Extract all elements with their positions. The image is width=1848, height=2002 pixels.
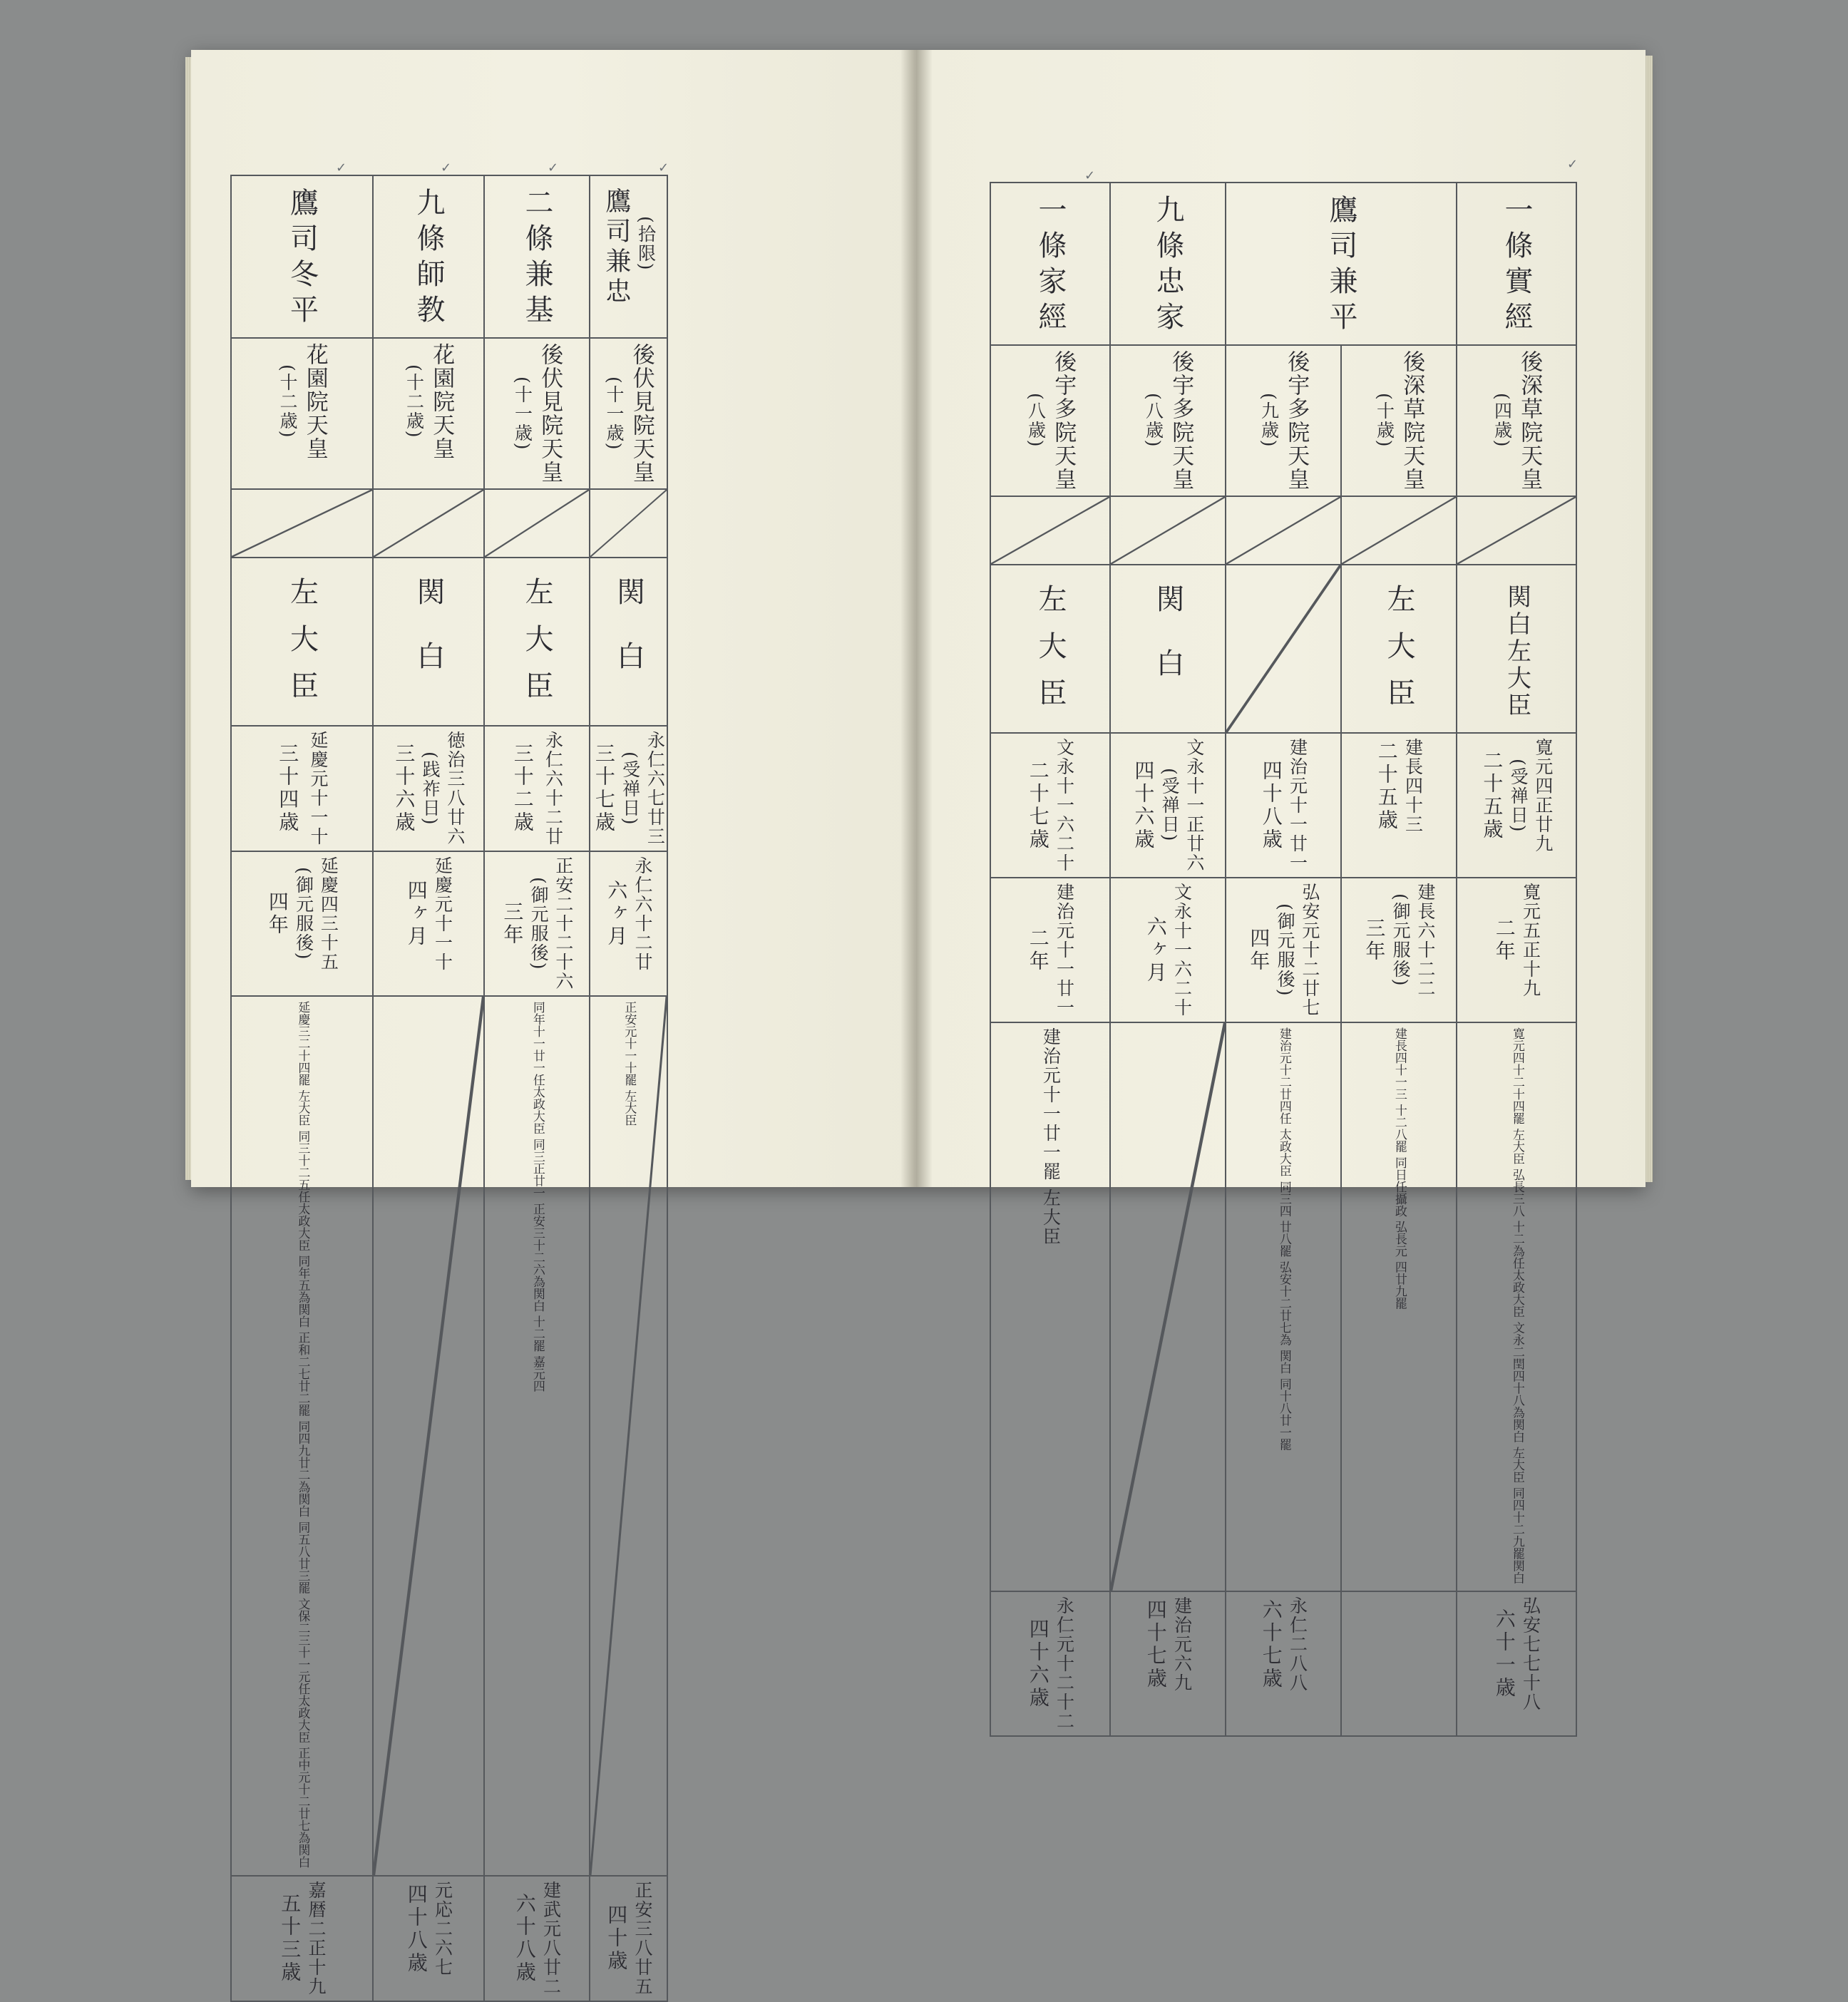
appointment-cell: 文永十一六二十 二十七歳	[990, 733, 1110, 878]
death-cell: 建武元八廿二 六十八歳	[484, 1876, 590, 2001]
right-page	[915, 50, 1646, 1732]
name-cell: 鷹司兼平	[1226, 183, 1457, 345]
office-cell: 左大臣	[990, 565, 1110, 733]
term-cell: 弘安元十二廿七 (御元服後) 四年	[1226, 878, 1341, 1022]
appointment-cell: 寛元四正廿九 (受禅日) 二十五歳	[1457, 733, 1576, 878]
office-cell: 関白左大臣	[1457, 565, 1576, 733]
appointment-cell: 永仁六十二廿 三十二歳	[484, 726, 590, 851]
death-cell: 正安三八廿五 四十歳	[590, 1876, 667, 2001]
term-cell: 建治元十一廿一 二年	[990, 878, 1110, 1022]
empty-cell	[484, 489, 590, 558]
term-cell: 延慶四三十五 (御元服後) 四年	[231, 851, 373, 996]
emperor-cell: 後宇多院天皇 (九歳)	[1226, 345, 1341, 496]
emperor-cell: 後深草院天皇 (十歳)	[1341, 345, 1457, 496]
appointment-cell: 永仁六七廿三 (受禅日) 三十七歳	[590, 726, 667, 851]
term-cell: 永仁六十二廿 六ヶ月	[590, 851, 667, 996]
name-cell: 九條忠家	[1110, 183, 1226, 345]
remarks-cell: 建治元十一廿一罷 左大臣	[990, 1022, 1110, 1591]
name-cell: (拾限) 鷹司兼忠	[590, 175, 667, 338]
death-cell: 元応二六七 四十八歳	[373, 1876, 484, 2001]
empty-cell	[231, 489, 373, 558]
right-table	[990, 182, 1577, 1737]
empty-cell	[1341, 496, 1457, 565]
office-cell: 左大臣	[231, 558, 373, 726]
left-table	[230, 175, 668, 2002]
check-mark-icon: ✓	[1084, 168, 1096, 183]
open-book	[191, 50, 1646, 1997]
office-cell	[1226, 565, 1341, 733]
name-cell: 一條家經	[990, 183, 1110, 345]
death-cell	[1341, 1591, 1457, 1736]
death-cell: 建治元六九 四十七歳	[1110, 1591, 1226, 1736]
emperor-cell: 後伏見院天皇 (十一歳)	[590, 338, 667, 489]
emperor-cell: 後宇多院天皇 (八歳)	[1110, 345, 1226, 496]
term-cell: 建長六十二二 (御元服後) 三年	[1341, 878, 1457, 1022]
emperor-cell: 後深草院天皇 (四歳)	[1457, 345, 1576, 496]
remarks-cell: 建長四十一三 十二八罷 同日任攝政 弘長元 四廿九罷	[1341, 1022, 1457, 1591]
emperor-cell: 花園院天皇 (十二歳)	[231, 338, 373, 489]
death-cell: 嘉暦二正十九 五十三歳	[231, 1876, 373, 2001]
name-cell: 二條兼基	[484, 175, 590, 338]
remarks-cell	[1110, 1022, 1226, 1591]
office-cell: 関白	[590, 558, 667, 726]
empty-cell	[990, 496, 1110, 565]
empty-cell	[1457, 496, 1576, 565]
top-note: (拾限)	[635, 216, 657, 272]
death-cell: 永仁二八八 六十七歳	[1226, 1591, 1341, 1736]
remarks-cell: 建治元十二廿四任 太政大臣 同三四 廿八罷 弘安十二廿七為 関白 同十八廿一罷	[1226, 1022, 1341, 1591]
death-cell: 弘安七七十八 六十一歳	[1457, 1591, 1576, 1736]
emperor-cell: 花園院天皇 (十二歳)	[373, 338, 484, 489]
remarks-cell: 同年十一廿一任太政大臣 同三正廿一 正安三十二六為関白 十二罷 嘉元四	[484, 996, 590, 1876]
check-mark-icon: ✓	[658, 160, 669, 175]
remarks-cell: 正安元十一十罷 左大臣	[590, 996, 667, 1876]
left-page	[191, 50, 915, 1997]
empty-cell	[590, 489, 667, 558]
office-cell: 左大臣	[1341, 565, 1457, 733]
name-cell: 鷹司冬平	[231, 175, 373, 338]
name-cell: 一條實經	[1457, 183, 1576, 345]
appointment-cell: 建長四十三 二十五歳	[1341, 733, 1457, 878]
book-gutter	[900, 50, 933, 1187]
appointment-cell: 徳治三八廿六 (践祚日) 三十六歳	[373, 726, 484, 851]
death-cell: 永仁元十二十二 四十六歳	[990, 1591, 1110, 1736]
remarks-cell	[373, 996, 484, 1876]
name-cell: 九條師教	[373, 175, 484, 338]
term-cell: 文永十一六二十 六ヶ月	[1110, 878, 1226, 1022]
office-cell: 左大臣	[484, 558, 590, 726]
empty-cell	[1226, 496, 1341, 565]
emperor-cell: 後宇多院天皇 (八歳)	[990, 345, 1110, 496]
term-cell: 寛元五正十九 二年	[1457, 878, 1576, 1022]
check-mark-icon: ✓	[548, 160, 559, 175]
appointment-cell: 建治元十一廿一 四十八歳	[1226, 733, 1341, 878]
office-cell: 関白	[373, 558, 484, 726]
remarks-cell: 延慶三二十四罷 左大臣 同三十二五任太政大臣 同年五為関白 正和二七廿二罷 同四九廿二為関白 同五八廿三罷 文保二三十一元任太政大臣 正中元十二廿七為関白	[231, 996, 373, 1876]
check-mark-icon: ✓	[1567, 157, 1578, 172]
empty-cell	[373, 489, 484, 558]
appointment-cell: 文永十一正廿六 (受禅日) 四十六歳	[1110, 733, 1226, 878]
term-cell: 延慶元十一十 四ヶ月	[373, 851, 484, 996]
remarks-cell: 寛元四十二十四罷 左大臣 弘長三八 十二為任太政大臣 文永二閏四十八為関白 左大臣 同四十二九罷関白	[1457, 1022, 1576, 1591]
office-cell: 関白	[1110, 565, 1226, 733]
appointment-cell: 延慶元十一十 三十四歳	[231, 726, 373, 851]
check-mark-icon: ✓	[441, 160, 452, 175]
empty-cell	[1110, 496, 1226, 565]
emperor-cell: 後伏見院天皇 (十一歳)	[484, 338, 590, 489]
check-mark-icon: ✓	[336, 160, 347, 175]
term-cell: 正安二十二十六 (御元服後) 三年	[484, 851, 590, 996]
